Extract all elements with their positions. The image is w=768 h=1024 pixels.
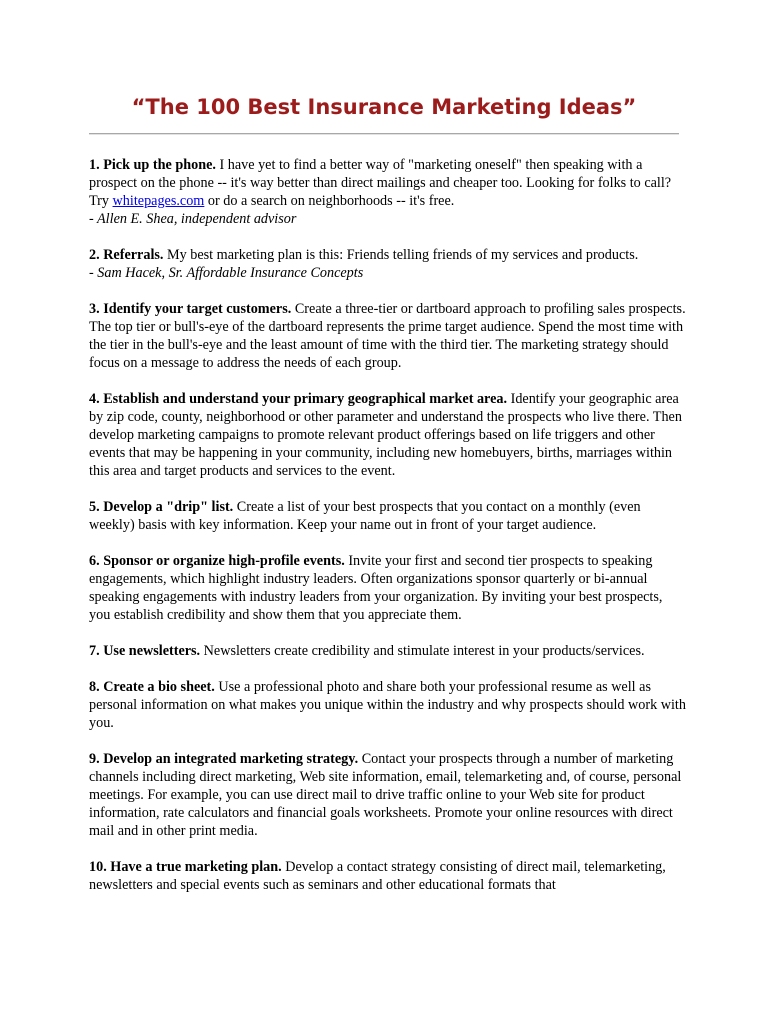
idea-heading: 8. Create a bio sheet. bbox=[89, 679, 215, 695]
idea-heading: 9. Develop an integrated marketing strategy. bbox=[89, 751, 359, 767]
idea-attribution: - Allen E. Shea, independent advisor bbox=[89, 211, 297, 227]
idea-text: I have yet to find a better way of "marketing oneself" then speaking with a prospect on the phone -- it's way better than direct mailings and cheaper too. Looking for folks to call? Try bbox=[89, 157, 672, 209]
idea-text: My best marketing plan is this: Friends telling friends of my services and products. bbox=[163, 247, 639, 263]
idea-item-1 bbox=[89, 156, 687, 228]
idea-attribution: - Sam Hacek, Sr. Affordable Insurance Concepts bbox=[89, 265, 364, 281]
idea-heading: 2. Referrals. bbox=[89, 247, 164, 263]
idea-item-6 bbox=[89, 552, 687, 624]
idea-item-5 bbox=[89, 498, 687, 534]
ideas-list bbox=[89, 156, 687, 912]
idea-text: Contact your prospects through a number of marketing channels including direct marketing, Web site information, email, telemarketing and, of course, personal meetings. For example, you can use direct mail to drive traffic online to your Web site for product information, rate calculators and financial goals worksheets. Promote your online resources with direct mail and in other print media. bbox=[89, 751, 682, 839]
idea-item-4 bbox=[89, 390, 687, 480]
idea-heading: 4. Establish and understand your primary geographical market area. bbox=[89, 391, 508, 407]
idea-heading: 10. Have a true marketing plan. bbox=[89, 859, 282, 875]
idea-item-7 bbox=[89, 642, 687, 660]
idea-text: or do a search on neighborhoods -- it's free. bbox=[204, 193, 455, 209]
idea-item-2 bbox=[89, 246, 687, 282]
idea-text: Develop a contact strategy consisting of direct mail, telemarketing, newsletters and special events such as seminars and other educational formats that bbox=[89, 859, 666, 893]
idea-text: Invite your first and second tier prospects to speaking engagements, which highlight industry leaders. Often organizations sponsor quarterly or bi-annual speaking engagements with industry leaders from your organization. By inviting your best prospects, you establish credibility and show them that you appreciate them. bbox=[89, 553, 663, 623]
idea-heading: 7. Use newsletters. bbox=[89, 643, 201, 659]
idea-heading: 3. Identify your target customers. bbox=[89, 301, 292, 317]
idea-text: Use a professional photo and share both your professional resume as well as personal information on what makes you unique within the industry and why prospects should work with you. bbox=[89, 679, 686, 731]
title-divider bbox=[89, 133, 679, 135]
whitepages-link[interactable]: whitepages.com bbox=[112, 193, 205, 209]
idea-item-3 bbox=[89, 300, 687, 372]
idea-item-9 bbox=[89, 750, 687, 840]
idea-text: Newsletters create credibility and stimulate interest in your products/services. bbox=[200, 643, 645, 659]
idea-heading: 6. Sponsor or organize high-profile events. bbox=[89, 553, 345, 569]
idea-text: Identify your geographic area by zip code, county, neighborhood or other parameter and understand the prospects who live there. Then develop marketing campaigns to promote relevant product offerings based on life triggers and other events that may be happening in your community, including new homebuyers, births, marriages within this area and target products and services to the event. bbox=[89, 391, 682, 479]
idea-heading: 5. Develop a "drip" list. bbox=[89, 499, 234, 515]
idea-item-10 bbox=[89, 858, 687, 894]
idea-text: Create a three-tier or dartboard approach to profiling sales prospects. The top tier or bull's-eye of the dartboard represents the prime target audience. Spend the most time with the tier in the bull's-eye and the least amount of time with the third tier. The marketing strategy should focus on a message to address the needs of each group. bbox=[89, 301, 686, 371]
idea-item-8 bbox=[89, 678, 687, 732]
idea-text: Create a list of your best prospects that you contact on a monthly (even weekly) basis with key information. Keep your name out in front of your target audience. bbox=[89, 499, 641, 533]
idea-heading: 1. Pick up the phone. bbox=[89, 157, 216, 173]
page-title: “The 100 Best Insurance Marketing Ideas” bbox=[131, 95, 637, 119]
